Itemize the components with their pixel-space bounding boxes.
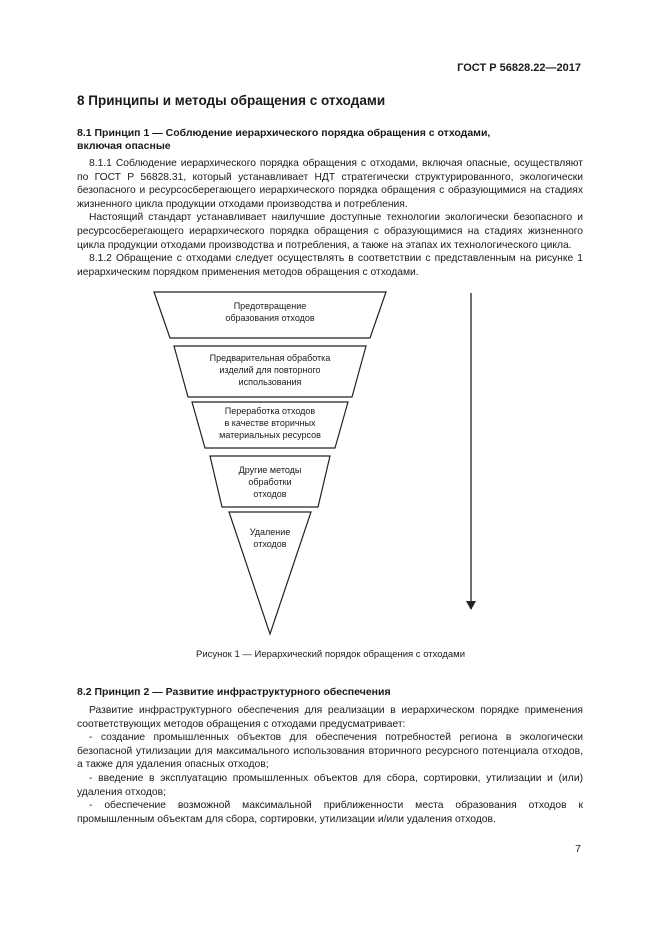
principle-2-body bbox=[77, 704, 583, 826]
principle-2-title: 8.2 Принцип 2 — Развитие инфраструктурного обеспечения bbox=[77, 686, 391, 698]
section-title: 8 Принципы и методы обращения с отходами bbox=[77, 93, 386, 108]
hierarchy-figure bbox=[150, 290, 490, 640]
list-item: - введение в эксплуатацию промышленных объектов для сбора, сортировки, утилизации и (или) удаления отходов; bbox=[77, 772, 583, 798]
level-recycling-label: Переработка отходов в качестве вторичных материальных ресурсов bbox=[219, 406, 321, 440]
principle-1-title bbox=[77, 127, 587, 153]
standard-code: ГОСТ Р 56828.22—2017 bbox=[457, 62, 581, 74]
figure-caption: Рисунок 1 — Иерархический порядок обращения с отходами bbox=[195, 649, 466, 660]
page-number: 7 bbox=[575, 843, 581, 855]
level-other-methods-label: Другие методы обработки отходов bbox=[238, 465, 302, 499]
level-pretreatment-label: Предварительная обработка изделий для повторного использования bbox=[209, 353, 331, 387]
paragraph-8-1-1: 8.1.1 Соблюдение иерархического порядка обращения с отходами, включая опасные, осуществляют по ГОСТ Р 56828.31, который устанавливает НДТ стратегически структурированного, экологически безопасного и ресурсосберегающего иерархического порядка обращения с образующимися на стадиях жизненного цикла продукции отходами производства и потребления. bbox=[77, 158, 583, 210]
paragraph-standard-scope: Настоящий стандарт устанавливает наилучшие доступные технологии экологически безопасного и ресурсосберегающего иерархического порядка обращения с образующимися на стадиях жизненного цикла продукции отходами производства и потребления, а также на этапах их технологического цикла. bbox=[77, 212, 583, 251]
level-disposal-label: Удаление отходов bbox=[249, 527, 291, 549]
paragraph-8-1-2: 8.1.2 Обращение с отходами следует осуществлять в соответствии с представленным на рисунке 1 иерархическим порядком применения методов обращения с отходами. bbox=[77, 253, 583, 278]
principle-1-body bbox=[77, 157, 583, 279]
principle-1-title-line2: включая опасные bbox=[77, 140, 171, 152]
hierarchy-diagram bbox=[150, 290, 490, 640]
principle-2-intro: Развитие инфраструктурного обеспечения для реализации в иерархическом порядке применения соответствующих методов обращения с отходами предусматривает: bbox=[77, 705, 583, 730]
list-item: - создание промышленных объектов для обеспечения потребностей региона в экологически безопасной утилизации для максимального использования вторичного ресурсного потенциала отходов, а также для удаления опасных отходов; bbox=[77, 732, 583, 771]
level-prevention-label: Предотвращение образования отходов bbox=[225, 301, 315, 323]
list-item: - обеспечение возможной максимальной приближенности места образования отходов к промышленным объектам для сбора, сортировки, утилизации и/или удаления отходов. bbox=[77, 800, 583, 825]
hierarchy-arrow-head bbox=[466, 601, 476, 610]
principle-1-title-line1: 8.1 Принцип 1 — Соблюдение иерархического порядка обращения с отходами, bbox=[77, 127, 491, 139]
